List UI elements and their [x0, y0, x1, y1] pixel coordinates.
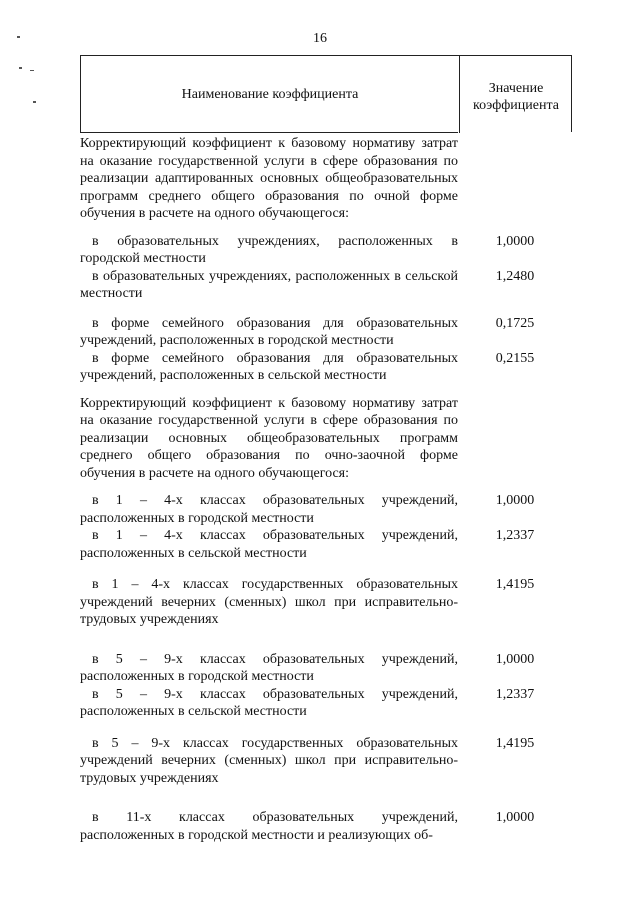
table-row: [80, 268, 572, 303]
scan-speck: [30, 70, 34, 71]
table-row: [80, 233, 572, 268]
row-description: в 1 – 4-х классах государственных образовательных учреждений вечерних (сменных) школ при исправительно-трудовых учреждениях: [80, 577, 458, 627]
table-row: [80, 315, 572, 350]
header-bottom-rule: [80, 132, 458, 133]
row-description: в 1 – 4-х классах образовательных учреждений, расположенных в городской местности: [80, 493, 458, 526]
row-description: в 11-х классах образовательных учреждений, расположенных в городской местности и реализующих об-: [80, 810, 458, 843]
row-description: в 1 – 4-х классах образовательных учреждений, расположенных в сельской местности: [80, 528, 458, 561]
row-description: в образовательных учреждениях, расположенных в сельской местности: [80, 268, 458, 301]
scan-speck: [33, 101, 36, 103]
row-value: 1,2337: [495, 686, 535, 702]
table-header: [80, 55, 572, 132]
table-row: [80, 492, 572, 527]
table-row: [80, 809, 572, 844]
row-description: в 5 – 9-х классах государственных образовательных учреждений вечерних (сменных) школ при исправительно-трудовых учреждениях: [80, 735, 458, 786]
table-row: [80, 350, 572, 385]
header-value-line2: коэффициента: [473, 98, 559, 113]
table-row: [80, 686, 572, 721]
row-description: Корректирующий коэффициент к базовому нормативу затрат на оказание государственной услуги в сфере образования по реализации адаптированных основных общеобразовательных программ среднего общего образования по очной форме обучения в расчете на одного обучающегося:: [80, 136, 458, 221]
row-description: в образовательных учреждениях, расположенных в городской местности: [80, 233, 458, 266]
header-value-line1: Значение: [488, 81, 544, 96]
coefficient-table: [80, 135, 572, 844]
table-row: [80, 395, 572, 483]
row-value: 1,0000: [495, 493, 535, 508]
row-description: в 5 – 9-х классах образовательных учреждений, расположенных в городской местности: [80, 651, 458, 684]
row-value: 1,0000: [495, 233, 535, 249]
row-value: 1,2480: [495, 268, 535, 284]
table-row: [80, 527, 572, 562]
page-number: 16: [313, 31, 327, 46]
row-value: 1,4195: [495, 577, 535, 592]
table-row: [80, 135, 572, 223]
table-row: [80, 576, 572, 629]
row-description: Корректирующий коэффициент к базовому нормативу затрат на оказание государственной услуги в сфере образования по реализации основных общеобразовательных программ среднего общего образования по очно-заочной форме обучения в расчете на одного обучающегося:: [80, 395, 458, 481]
row-description: в 5 – 9-х классах образовательных учреждений, расположенных в сельской местности: [80, 686, 458, 719]
header-value-column: [460, 80, 572, 114]
row-value: 0,1725: [495, 315, 535, 331]
row-value: 1,2337: [495, 528, 535, 543]
table-row: [80, 735, 572, 788]
scan-speck: [19, 67, 22, 69]
row-value: 0,2155: [495, 350, 535, 366]
header-name-column: Наименование коэффициента: [181, 87, 359, 102]
table-row: [80, 651, 572, 686]
row-value: 1,0000: [495, 810, 535, 825]
row-value: 1,0000: [495, 651, 535, 667]
row-description: в форме семейного образования для образовательных учреждений, расположенных в городской местности: [80, 315, 458, 348]
row-value: 1,4195: [495, 735, 535, 751]
row-description: в форме семейного образования для образовательных учреждений, расположенных в сельской местности: [80, 350, 458, 383]
